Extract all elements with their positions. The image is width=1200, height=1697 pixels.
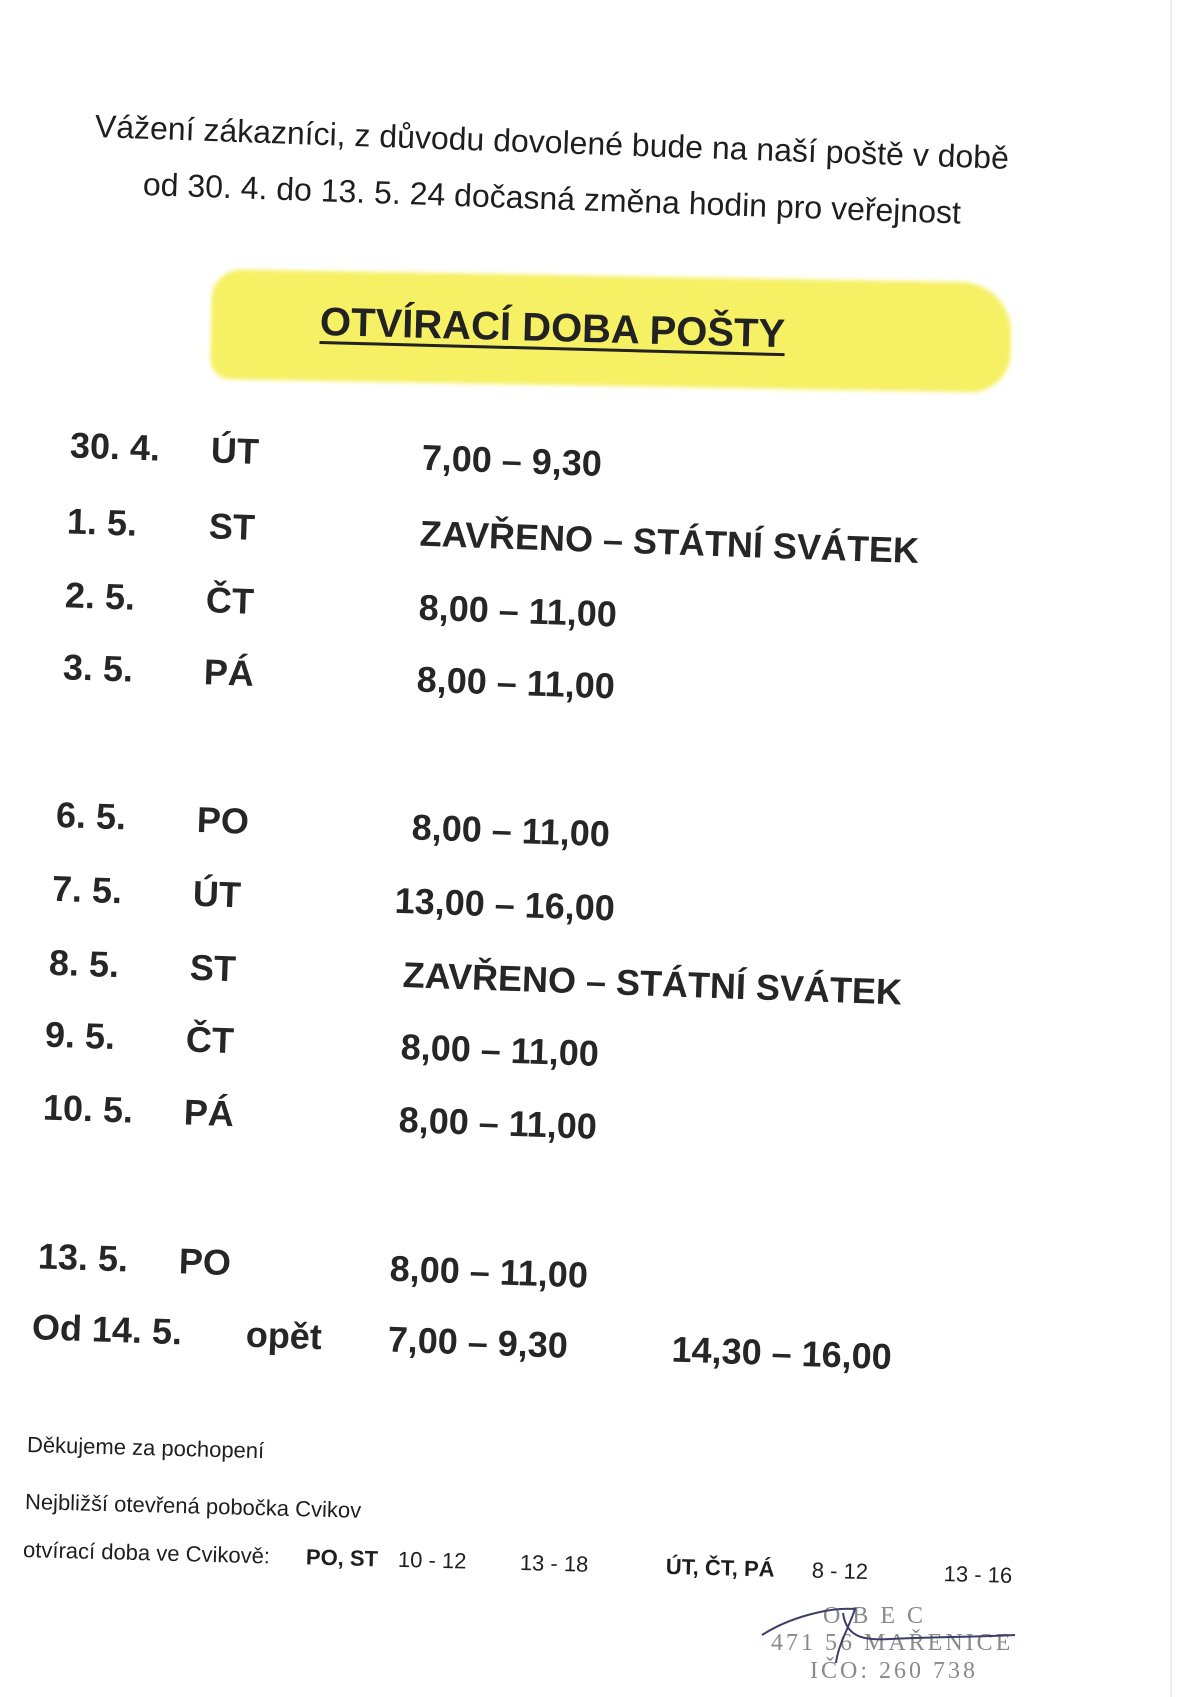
stamp-line-1: OBEC xyxy=(823,1603,936,1629)
row-hours: 8,00 – 11,00 xyxy=(400,1026,600,1074)
schedule-row xyxy=(0,644,1000,723)
row-date: 2. 5. xyxy=(64,574,136,618)
row-date: 6. 5. xyxy=(55,793,127,838)
row-hours: 8,00 – 11,00 xyxy=(418,586,618,635)
cvikov-label: otvírací doba ve Cvikově: xyxy=(22,1537,271,1569)
row-hours: ZAVŘENO – STÁTNÍ SVÁTEK xyxy=(419,512,920,572)
cvikov-morning-1: 10 - 12 xyxy=(397,1546,467,1574)
row-day: ČT xyxy=(205,579,255,622)
intro-line-1: Vážení zákazníci, z důvodu dovolené bude na naší poště v době xyxy=(94,108,1010,176)
nearest-branch-text: Nejbližší otevřená pobočka Cvikov xyxy=(24,1489,362,1523)
row-date: 3. 5. xyxy=(62,646,134,690)
cvikov-morning-2: 8 - 12 xyxy=(811,1557,869,1585)
schedule-row xyxy=(0,1012,1000,1091)
row-date: 8. 5. xyxy=(48,941,120,986)
intro-line-2: od 30. 4. do 13. 5. 24 dočasná změna hodin pro veřejnost xyxy=(142,166,962,231)
row-date: 10. 5. xyxy=(42,1086,134,1131)
row-day: ST xyxy=(189,946,237,990)
row-date: Od 14. 5. xyxy=(31,1306,183,1353)
row-day: opět xyxy=(245,1313,323,1358)
schedule-row xyxy=(0,498,1000,577)
cvikov-days-2: ÚT, ČT, PÁ xyxy=(665,1553,775,1582)
schedule-row xyxy=(0,940,1000,1019)
row-date: 9. 5. xyxy=(44,1013,116,1058)
row-date: 1. 5. xyxy=(66,500,138,544)
row-day: ÚT xyxy=(192,872,242,916)
row-hours: 8,00 – 11,00 xyxy=(398,1098,598,1147)
row-date: 7. 5. xyxy=(51,867,123,912)
schedule-row xyxy=(0,792,1000,871)
row-day: PO xyxy=(196,798,250,842)
row-hours: 8,00 – 11,00 xyxy=(411,806,611,855)
row-hours: 13,00 – 16,00 xyxy=(394,879,616,929)
cvikov-afternoon-1: 13 - 18 xyxy=(519,1550,589,1577)
row-hours: 8,00 – 11,00 xyxy=(389,1247,589,1296)
schedule-row xyxy=(0,572,1000,651)
row-day: ST xyxy=(208,505,256,548)
row-hours: 8,00 – 11,00 xyxy=(416,658,616,707)
row-date: 30. 4. xyxy=(69,424,161,469)
scan-edge xyxy=(1170,0,1172,1697)
row-hours: ZAVŘENO – STÁTNÍ SVÁTEK xyxy=(402,954,903,1013)
schedule-row xyxy=(0,1085,1000,1164)
schedule-row xyxy=(0,1305,1000,1384)
cvikov-days-1: PO, ST xyxy=(305,1544,379,1572)
stamp-line-2: 471 56 MAŘENICE xyxy=(771,1630,1014,1656)
schedule-row xyxy=(0,422,1000,501)
schedule-row xyxy=(0,866,1000,945)
row-day: PO xyxy=(178,1240,232,1284)
stamp-line-3: IČO: 260 738 xyxy=(810,1658,978,1684)
row-day: ÚT xyxy=(210,429,260,473)
row-hours: 7,00 – 9,30 xyxy=(387,1318,569,1366)
cvikov-hours xyxy=(23,1537,1023,1593)
row-day: PÁ xyxy=(183,1091,235,1135)
row-day: ČT xyxy=(185,1018,235,1062)
thanks-text: Děkujeme za pochopení xyxy=(26,1432,265,1464)
row-hours-afternoon: 14,30 – 16,00 xyxy=(670,1328,893,1378)
page-title: OTVÍRACÍ DOBA POŠTY xyxy=(319,300,786,357)
row-hours: 7,00 – 9,30 xyxy=(421,436,603,485)
signature xyxy=(760,1605,1020,1665)
schedule-row xyxy=(0,1234,1000,1313)
cvikov-afternoon-2: 13 - 16 xyxy=(943,1561,1013,1588)
row-day: PÁ xyxy=(203,651,255,694)
row-date: 13. 5. xyxy=(37,1235,129,1280)
